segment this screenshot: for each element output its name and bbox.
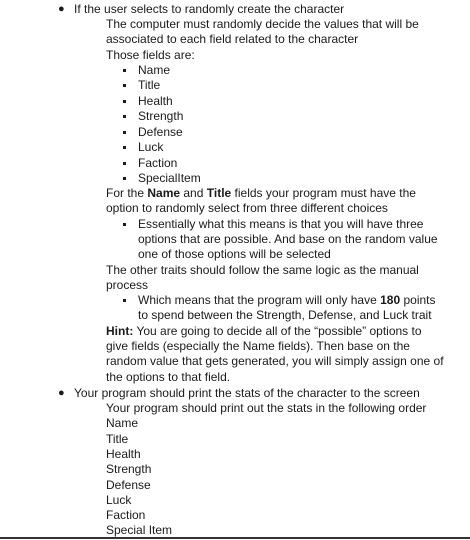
choices-note-line-2: options that are possible. And base on the random value [138,232,438,246]
stat-item: Name [106,416,139,430]
fields-label: Those fields are: [106,48,195,62]
name-title-pre: For the [106,186,148,200]
points-note-line-1 [138,293,436,308]
field-item: Faction [138,156,178,170]
points-note-line-2: to spend between the Strength, Defense, and Luck trait [138,308,432,322]
stat-item: Health [106,447,141,461]
square-bullet-icon [123,100,126,103]
points-pre: Which means that the program will only have [138,293,381,307]
square-bullet-icon [123,223,126,226]
intro-line-1: The computer must randomly decide the values that will be [106,17,419,31]
hint-text-1: You are going to decide all of the “possible” options to [133,324,422,338]
points-value: 180 [380,293,401,307]
name-bold: Name [147,186,181,200]
hint-label: Hint: [106,324,134,338]
choices-note-line-3: one of those options will be selected [138,247,331,261]
square-bullet-icon [123,146,126,149]
square-bullet-icon [123,115,126,118]
name-title-post: fields your program must have the [231,186,416,200]
section1-heading: If the user selects to randomly create the character [74,2,345,16]
stat-item: Luck [106,493,132,507]
field-item: SpecialItem [138,171,201,185]
stat-item: Defense [106,478,151,492]
title-bold: Title [206,186,232,200]
stat-item: Faction [106,508,146,522]
name-title-line-2: option to randomly select from three different choices [106,201,388,215]
field-item: Strength [138,109,184,123]
stat-item: Special Item [106,523,173,537]
bullet-icon: ● [58,387,65,399]
field-item: Health [138,94,173,108]
square-bullet-icon [123,299,126,302]
other-traits-line-2: process [106,278,149,292]
field-item: Defense [138,125,183,139]
hint-line-3: random value that gets generated, you will simply assign one of [106,354,444,368]
hint-line-2: give fields (especially the Name fields). Then base on the [106,339,410,353]
field-item: Name [138,63,171,77]
hint-line-1 [106,324,422,339]
order-line: Your program should print out the stats in the following order [106,401,427,415]
square-bullet-icon [123,69,126,72]
points-post: points [400,293,436,307]
bottom-divider [0,537,470,539]
field-item: Title [138,78,161,92]
stat-item: Strength [106,462,152,476]
choices-note-line-1: Essentially what this means is that you will have three [138,217,424,231]
name-title-and: and [180,186,207,200]
stat-item: Title [106,432,129,446]
intro-line-2: associated to each field related to the character [106,32,359,46]
field-item: Luck [138,140,164,154]
name-title-line-1 [106,186,416,201]
other-traits-line-1: The other traits should follow the same logic as the manual [106,263,419,277]
square-bullet-icon [123,131,126,134]
square-bullet-icon [123,84,126,87]
square-bullet-icon [123,177,126,180]
square-bullet-icon [123,162,126,165]
section2-heading: Your program should print the stats of the character to the screen [74,386,420,400]
bullet-icon: ● [58,3,65,15]
hint-line-4: the options to that field. [106,370,231,384]
